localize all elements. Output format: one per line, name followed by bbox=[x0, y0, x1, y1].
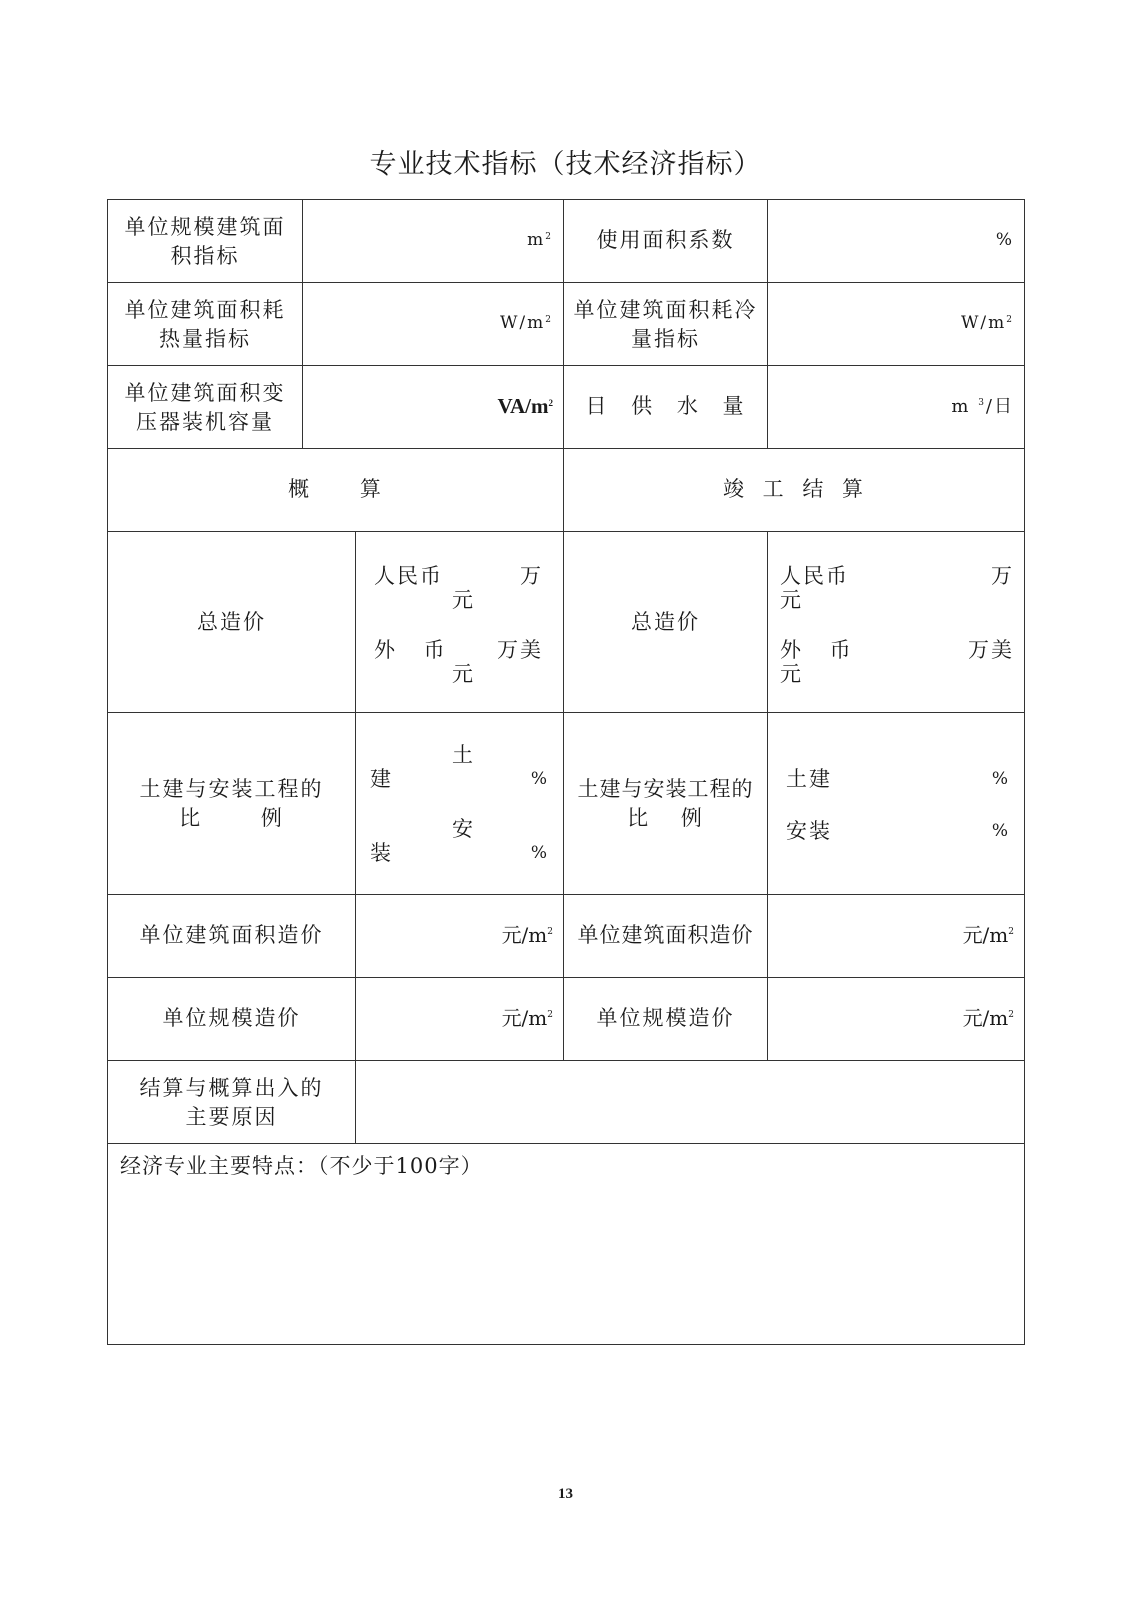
r2-left-label-line2: 热量指标 bbox=[159, 327, 251, 351]
r8-left-value-cell[interactable] bbox=[355, 977, 564, 1061]
r3-right-label-cell bbox=[563, 365, 768, 449]
r2-right-label-line2: 量指标 bbox=[631, 327, 700, 351]
r7-left-label: 单位建筑面积造价 bbox=[139, 923, 324, 947]
r6-right-civil-pct: % bbox=[991, 769, 1010, 789]
r3-left-unit: $VA/m^2$ bbox=[497, 394, 553, 418]
r8-right-value-cell[interactable] bbox=[767, 977, 1025, 1061]
r6-left-install-label-a: 安 bbox=[452, 817, 475, 841]
r1-left-label-line1: 单位规模建筑面 bbox=[124, 215, 286, 239]
r6-left-civil-pct: % bbox=[530, 769, 549, 789]
r1-right-unit: % bbox=[995, 230, 1014, 250]
r7-right-label-cell bbox=[563, 894, 768, 978]
r6-right-install-label: 安装 bbox=[786, 819, 832, 843]
r8-left-label-cell bbox=[107, 977, 356, 1061]
r8-right-label: 单位规模造价 bbox=[596, 1006, 735, 1030]
r9-reason-field[interactable] bbox=[355, 1060, 1025, 1144]
r1-right-label: 使用面积系数 bbox=[596, 228, 735, 252]
r6-left-value-cell[interactable] bbox=[355, 712, 564, 895]
estimate-header-cell bbox=[107, 448, 564, 532]
r6-right-label-line1: 土建与安装工程的 bbox=[577, 777, 754, 801]
r6-left-civil-label-b: 建 bbox=[370, 767, 393, 791]
estimate-header: 概 算 bbox=[288, 477, 383, 501]
r6-left-install-pct: % bbox=[530, 843, 549, 863]
indicator-table bbox=[107, 199, 1025, 1345]
r2-left-label-line1: 单位建筑面积耗 bbox=[124, 298, 286, 322]
r6-right-value-cell[interactable] bbox=[767, 712, 1025, 895]
r5-left-label: 总造价 bbox=[197, 610, 266, 634]
features-field[interactable] bbox=[107, 1143, 1025, 1345]
r2-left-label-cell bbox=[107, 282, 303, 366]
r3-right-label: 日 供 水 量 bbox=[585, 394, 746, 418]
r3-left-label-line1: 单位建筑面积变 bbox=[124, 381, 286, 405]
r1-left-value-cell[interactable] bbox=[302, 199, 564, 283]
r8-left-unit: 元$/m^2$ bbox=[501, 1006, 553, 1030]
r5-right-label-cell bbox=[563, 531, 768, 713]
r6-left-civil-label-a: 土 bbox=[452, 743, 475, 767]
r8-left-label: 单位规模造价 bbox=[162, 1006, 301, 1030]
r1-left-unit: $m^2$ bbox=[527, 230, 553, 250]
r3-left-value-cell[interactable] bbox=[302, 365, 564, 449]
r9-label-line2: 主要原因 bbox=[185, 1105, 278, 1129]
r6-right-label-cell bbox=[563, 712, 768, 895]
r2-right-unit: $W/m^2$ bbox=[960, 313, 1014, 333]
r7-left-unit: 元$/m^2$ bbox=[501, 923, 553, 947]
r7-right-unit: 元$/m^2$ bbox=[962, 923, 1014, 947]
r5-right-label: 总造价 bbox=[631, 610, 700, 634]
r5-right-value-cell[interactable] bbox=[767, 531, 1025, 713]
r5-left-fx-label: 外 币 bbox=[374, 638, 447, 662]
r6-right-install-pct: % bbox=[991, 821, 1010, 841]
r3-left-label-line2: 压器装机容量 bbox=[136, 410, 274, 434]
r5-left-rmb-label: 人民币 bbox=[374, 564, 443, 588]
r5-left-fx-unit-b: 元 bbox=[452, 662, 475, 686]
r2-right-label-cell bbox=[563, 282, 768, 366]
r7-left-value-cell[interactable] bbox=[355, 894, 564, 978]
r1-left-label-cell bbox=[107, 199, 303, 283]
r9-label-line1: 结算与概算出入的 bbox=[139, 1076, 324, 1100]
r5-right-fx-label: 外 币 bbox=[780, 638, 853, 662]
settlement-header-cell bbox=[563, 448, 1025, 532]
r5-left-value-cell[interactable] bbox=[355, 531, 564, 713]
r5-left-label-cell bbox=[107, 531, 356, 713]
r1-left-label-line2: 积指标 bbox=[170, 244, 240, 268]
r7-right-value-cell[interactable] bbox=[767, 894, 1025, 978]
r5-left-rmb-unit-b: 元 bbox=[452, 588, 475, 612]
r3-right-unit: m $^3$/日 bbox=[951, 396, 1014, 417]
r5-right-fx-unit-a: 万美 bbox=[968, 638, 1014, 662]
r1-right-value-cell[interactable] bbox=[767, 199, 1025, 283]
r2-left-value-cell[interactable] bbox=[302, 282, 564, 366]
settlement-header: 竣 工 结 算 bbox=[722, 477, 866, 501]
r7-left-label-cell bbox=[107, 894, 356, 978]
r7-right-label: 单位建筑面积造价 bbox=[577, 923, 754, 947]
r6-left-label-cell bbox=[107, 712, 356, 895]
r9-label-cell bbox=[107, 1060, 356, 1144]
page-number: 13 bbox=[558, 1486, 573, 1502]
r5-right-rmb-label: 人民币 bbox=[780, 564, 849, 588]
r6-right-label-line2: 比 例 bbox=[627, 806, 704, 830]
page-title: 专业技术指标（技术经济指标） bbox=[369, 149, 762, 180]
r5-right-rmb-unit-b: 元 bbox=[780, 588, 803, 612]
r6-left-label-line2: 比 例 bbox=[179, 806, 284, 830]
r6-left-install-label-b: 装 bbox=[370, 841, 393, 865]
features-label: 经济专业主要特点：（不少于100字） bbox=[120, 1154, 483, 1178]
r3-left-label-cell bbox=[107, 365, 303, 449]
r1-right-label-cell bbox=[563, 199, 768, 283]
r6-right-civil-label: 土建 bbox=[786, 767, 832, 791]
r2-right-value-cell[interactable] bbox=[767, 282, 1025, 366]
r2-left-unit: $W/m^2$ bbox=[499, 313, 553, 333]
r6-left-label-line1: 土建与安装工程的 bbox=[139, 777, 324, 801]
r5-left-fx-unit-a: 万美 bbox=[497, 638, 543, 662]
r8-right-label-cell bbox=[563, 977, 768, 1061]
r5-right-rmb-unit-a: 万 bbox=[991, 564, 1014, 588]
r5-right-fx-unit-b: 元 bbox=[780, 662, 803, 686]
r5-left-rmb-unit-a: 万 bbox=[520, 564, 543, 588]
r8-right-unit: 元$/m^2$ bbox=[962, 1006, 1014, 1030]
r3-right-value-cell[interactable] bbox=[767, 365, 1025, 449]
r2-right-label-line1: 单位建筑面积耗冷 bbox=[573, 298, 758, 322]
